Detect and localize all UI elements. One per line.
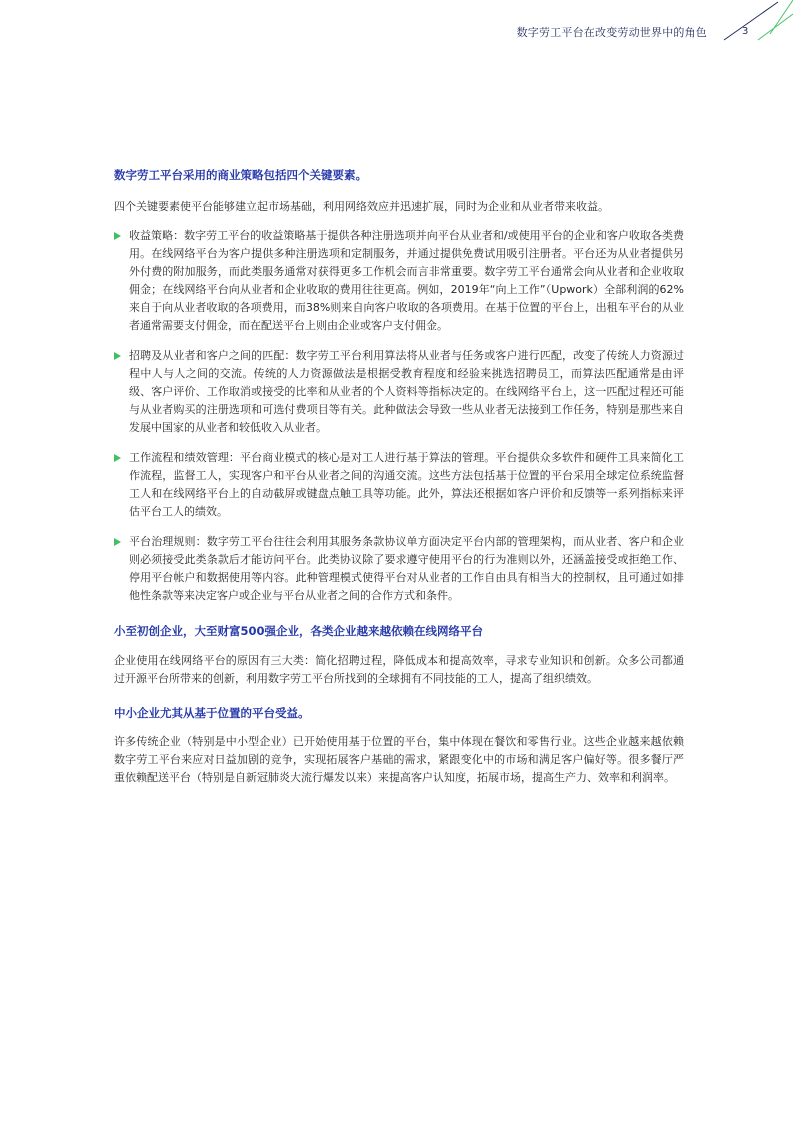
bullet-text: 招聘及从业者和客户之间的匹配：数字劳工平台利用算法将从业者与任务或客户进行匹配，改变了传统人力资源过程中人与人之间的交流。传统的人力资源做法是根据受教育程度和经验来挑选招聘员工，而算法匹配通常是由评级、客户评价、工作取消或接受的比率和从业者的个人资料等指标决定的。在线网络平台上，这一匹配过程还可能与从业者购买的注册选项和可选付费项目等有关。此种做法会导致一些从业者无法接到工作任务，特别是那些来自发展中国家的从业者和较低收入从业者。 [129,349,684,434]
section-intro: 四个关键要素使平台能够建立起市场基础，利用网络效应并迅速扩展，同时为企业和从业者带来收益。 [114,200,609,213]
bullet-governance [114,533,684,605]
bullet-triangle-icon [114,538,121,546]
section-heading-sme: 中小企业尤其从基于位置的平台受益。 [114,706,310,720]
section-heading-strategy: 数字劳工平台采用的商业策略包括四个关键要素。 [114,168,367,182]
bullet-text: 平台治理规则：数字劳工平台往往会利用其服务条款协议单方面决定平台内部的管理架构，而从业者、客户和企业则必须接受此类条款后才能访问平台。此类协议除了要求遵守使用平台的行为准则以外，还涵盖接受或拒绝工作、停用平台帐户和数据使用等内容。此种管理模式使得平台对从业者的工作自由具有相当大的控制权，且可通过如排他性条款等来决定客户或企业与平台从业者之间的合作方式和条件。 [129,535,684,602]
bullet-text: 收益策略：数字劳工平台的收益策略基于提供各种注册选项并向平台从业者和/或使用平台的企业和客户收取各类费用。在线网络平台为客户提供多种注册选项和定制服务，并通过提供免费试用吸引注册者。平台还为从业者提供另外付费的附加服务，而此类服务通常对获得更多工作机会而言非常重要。数字劳工平台通常会向从业者和企业收取佣金；在线网络平台向从业者和企业收取的费用往往更高。例如，2019年“向上工作”（Upwork）全部利润的62%来自于向从业者收取的各项费用，而38%则来自向客户收取的各项费用。在基于位置的平台上，出租车平台的从业者通常需要支付佣金，而在配送平台上则由企业或客户支付佣金。 [129,229,684,332]
decorative-lines-icon [718,0,793,50]
bullet-triangle-icon [114,232,121,240]
bullet-text: 工作流程和绩效管理：平台商业模式的核心是对工人进行基于算法的管理。平台提供众多软件和硬件工具来简化工作流程，监督工人，实现客户和平台从业者之间的沟通交流。这些方法包括基于位置的平台采用全球定位系统监督工人和在线网络平台上的自动截屏或键盘点触工具等功能。此外，算法还根据如客户评价和反馈等一系列指标来评估平台工人的绩效。 [129,451,684,518]
bullet-revenue-strategy [114,227,684,335]
main-content [114,166,684,787]
section-body-enterprises: 企业使用在线网络平台的原因有三大类：简化招聘过程，降低成本和提高效率，寻求专业知识和创新。众多公司都通过开源平台所带来的创新，利用数字劳工平台所找到的全球拥有不同技能的工人，提高了组织绩效。 [114,654,684,685]
bullet-workflow [114,449,684,521]
bullet-matching [114,347,684,437]
page-number: 3 [742,26,749,37]
section-body-sme: 许多传统企业（特别是中小型企业）已开始使用基于位置的平台，集中体现在餐饮和零售行业。这些企业越来越依赖数字劳工平台来应对日益加剧的竞争，实现拓展客户基础的需求，紧跟变化中的市场和满足客户偏好等。很多餐厅严重依赖配送平台（特别是自新冠肺炎大流行爆发以来）来提高客户认知度，拓展市场，提高生产力、效率和利润率。 [114,735,684,784]
section-heading-enterprises: 小至初创企业，大至财富500强企业，各类企业越来越依赖在线网络平台 [114,624,484,638]
bullet-triangle-icon [114,352,121,360]
bullet-triangle-icon [114,454,121,462]
running-header-title: 数字劳工平台在改变劳动世界中的角色 [516,26,707,39]
